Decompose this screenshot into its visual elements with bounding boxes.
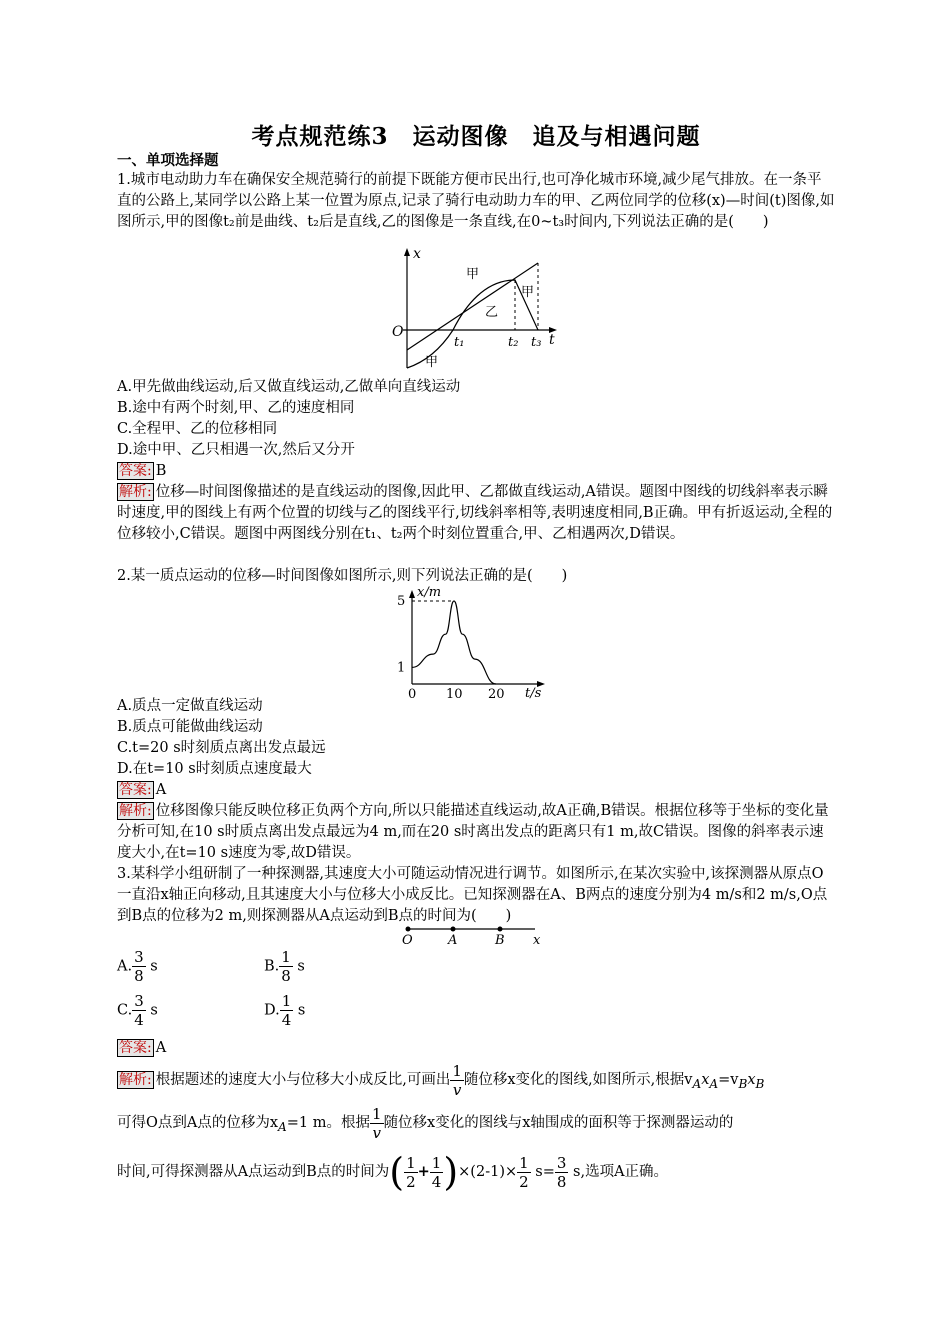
fraction-3-8 — [555, 1154, 569, 1191]
q1-jia-label-top: 甲 — [466, 267, 480, 282]
q3-option-a — [117, 948, 158, 985]
denominator: 4 — [281, 1011, 292, 1029]
q1-analysis — [117, 482, 835, 545]
q3-option-d — [264, 992, 305, 1029]
denominator: 8 — [134, 967, 144, 985]
q3-option-b-label: B. — [264, 958, 280, 975]
q2-analysis — [117, 801, 835, 864]
q3-axis-figure — [397, 923, 547, 947]
q1-jia-label-right: 甲 — [521, 285, 535, 300]
answer-tag: 答案: — [119, 782, 152, 798]
unit: s — [297, 1002, 306, 1019]
analysis-tag: 解析: — [119, 484, 152, 500]
q3-analysis-line1 — [117, 1060, 835, 1104]
plus-sign: + — [417, 1163, 430, 1180]
q3-analysis-text-2c: 随位移x变化的图线与x轴围成的面积等于探测器运动的 — [383, 1115, 734, 1131]
q2-option-b: B.质点可能做曲线运动 — [117, 719, 263, 735]
q3-point-b — [498, 927, 503, 932]
q3-analysis-text-3b: ×(2-1)× — [458, 1164, 518, 1180]
q3-answer-value: A — [155, 1040, 167, 1056]
answer-tag: 答案: — [119, 1040, 152, 1056]
q2-option-c: C.t=20 s时刻质点离出发点最远 — [117, 740, 326, 756]
answer-tag: 答案: — [119, 463, 152, 479]
q3-analysis-text-1e: x — [747, 1072, 756, 1088]
q1-jia-label-bottom: 甲 — [425, 355, 439, 370]
q1-option-a: A.甲先做曲线运动,后又做直线运动,乙做单向直线运动 — [117, 379, 461, 395]
q3-fraction-1-over-v-2 — [370, 1105, 384, 1142]
q2-option-a: A.质点一定做直线运动 — [117, 698, 263, 714]
q3-analysis-text-2b: =1 m。根据 — [286, 1115, 371, 1131]
q2-y-arrow — [409, 590, 415, 598]
q2-x-tick-20: 20 — [488, 687, 505, 700]
analysis-tag: 解析: — [119, 1072, 152, 1088]
q1-origin-label: O — [392, 324, 404, 340]
q3-label-x: x — [533, 933, 541, 947]
q1-t2-label: t₂ — [508, 335, 519, 350]
q1-answer — [117, 461, 835, 482]
sub-a: A — [709, 1076, 719, 1091]
q3-option-a-label: A. — [117, 958, 133, 975]
denominator: 4 — [134, 1011, 144, 1029]
q2-figure — [391, 584, 561, 700]
q1-t-label: t — [549, 332, 555, 348]
q1-figure — [385, 244, 565, 374]
q2-x-tick-10: 10 — [446, 687, 463, 700]
q2-stem: 2.某一质点运动的位移—时间图像如图所示,则下列说法正确的是( ) — [117, 568, 568, 584]
q2-analysis-text: 位移图像只能反映位移正负两个方向,所以只能描述直线运动,故A正确,B错误。根据位移等于坐标的变化量分析可知,在10 s时质点离出发点最远为4 m,而在20 s时离出发点的距离只有1 m,故C错误。图像的斜率表示速度大小,在t=10 s速度为零,故D错误。 — [117, 803, 829, 861]
denominator: v — [452, 1080, 462, 1099]
sub-a: A — [278, 1119, 287, 1134]
q3-analysis-line2 — [117, 1103, 835, 1147]
q1-option-b: B.途中有两个时刻,甲、乙的速度相同 — [117, 400, 355, 416]
q1-t3-label: t₃ — [531, 335, 542, 350]
q1-analysis-text: 位移—时间图像描述的是直线运动的图像,因此甲、乙都做直线运动,A错误。题图中图线的切线斜率表示瞬时速度,甲的图线上有两个位置的切线与乙的图线平行,切线斜率相等,表明速度相同,B正确。甲有折返运动,全程的位移较小,C错误。题图中两图线分别在t₁、t₂两个时刻位置重合,甲、乙相遇两次,D错误。 — [117, 484, 833, 542]
q3-analysis-text-1b: 随位移x变化的图线,如图所示,根据v — [463, 1072, 693, 1088]
q1-stem: 1.城市电动助力车在确保安全规范骑行的前提下既能方便市民出行,也可净化城市环境,减少尾气排放。在一条平直的公路上,某同学以公路上某一位置为原点,记录了骑行电动助力车的甲、乙两位同学的位移(x)—时间(t)图像,如图所示,甲的图像t₂前是曲线、t₂后是直线,乙的图像是一条直线,在0~t₃时间内,下列说法正确的是( ) — [117, 172, 835, 230]
numerator: 1 — [281, 948, 291, 966]
section-heading: 一、单项选择题 — [117, 152, 219, 169]
q3-analysis-line3 — [117, 1150, 835, 1194]
numerator: 3 — [134, 992, 144, 1010]
q2-answer-value: A — [155, 782, 167, 798]
q3-analysis-text-1a: 根据题述的速度大小与位移大小成反比,可画出 — [155, 1072, 451, 1088]
fraction-1-2 — [404, 1154, 418, 1191]
analysis-tag: 解析: — [119, 803, 152, 819]
fraction-1-2b — [517, 1154, 531, 1191]
sub-b: B — [738, 1076, 748, 1091]
q1-option-c: C.全程甲、乙的位移相同 — [117, 421, 278, 437]
left-paren: ( — [389, 1150, 405, 1194]
q1-option-d: D.途中甲、乙只相遇一次,然后又分开 — [117, 442, 355, 458]
q3-fraction-1-over-v — [450, 1062, 464, 1099]
q3-answer — [117, 1038, 835, 1059]
q3-analysis-text-3c: s= — [530, 1164, 555, 1180]
q2-x-label: t/s — [525, 686, 542, 700]
q3-option-a-fraction — [132, 948, 146, 985]
q3-analysis-text-3d: s,选项A正确。 — [568, 1164, 669, 1180]
numerator: 1 — [519, 1153, 529, 1172]
fraction-1-4 — [430, 1154, 444, 1191]
q3-option-b-fraction — [279, 948, 293, 985]
q3-option-b — [264, 948, 305, 985]
unit: s — [297, 958, 305, 975]
q3-analysis-text-2a: 可得O点到A点的位移为x — [117, 1115, 279, 1131]
q2-curve — [412, 601, 496, 684]
denominator: 4 — [431, 1172, 442, 1191]
right-paren: ) — [443, 1150, 459, 1194]
numerator: 1 — [372, 1104, 382, 1123]
q1-x-label: x — [413, 246, 421, 262]
numerator: 1 — [406, 1153, 416, 1172]
numerator: 1 — [431, 1153, 442, 1172]
q1-yi-label: 乙 — [485, 305, 499, 320]
q3-option-d-fraction — [280, 992, 294, 1029]
denominator: 2 — [519, 1172, 529, 1191]
q2-y-tick-5: 5 — [397, 594, 406, 609]
numerator: 3 — [134, 948, 144, 966]
q1-t1-label: t₁ — [454, 335, 465, 350]
q1-y-arrow — [404, 248, 410, 256]
numerator: 1 — [452, 1061, 462, 1080]
denominator: 8 — [556, 1172, 567, 1191]
unit: s — [150, 1002, 158, 1019]
q3-option-c-label: C. — [117, 1002, 133, 1019]
unit: s — [150, 958, 158, 975]
denominator: 8 — [281, 967, 291, 985]
numerator: 1 — [281, 992, 292, 1010]
sub-a: A — [692, 1076, 702, 1091]
q2-y-tick-1: 1 — [397, 660, 406, 676]
q3-label-a: A — [448, 933, 458, 947]
q3-option-c — [117, 992, 158, 1029]
numerator: 3 — [556, 1153, 567, 1172]
denominator: 2 — [406, 1172, 416, 1191]
q3-analysis-text-1d: =v — [718, 1072, 739, 1088]
q3-point-o — [406, 927, 411, 932]
q3-label-b: B — [495, 933, 505, 947]
q3-stem: 3.某科学小组研制了一种探测器,其速度大小可随运动情况进行调节。如图所示,在某次实验中,该探测器从原点O一直沿x轴正向移动,且其速度大小与位移大小成反比。已知探测器在A、B两点的速度分别为4 m/s和2 m/s,O点到B点的位移为2 m,则探测器从A点运动到B点的时间为( ) — [117, 866, 828, 924]
denominator: v — [372, 1123, 382, 1142]
q2-y-label: x/m — [417, 585, 442, 600]
q3-label-o: O — [402, 933, 413, 947]
q3-analysis-text-3a: 时间,可得探测器从A点运动到B点的时间为 — [117, 1164, 390, 1180]
sub-b: B — [755, 1076, 765, 1091]
q3-analysis-text-1c: x — [701, 1072, 710, 1088]
page-title: 考点规范练3 运动图像 追及与相遇问题 — [251, 123, 701, 150]
q1-answer-value: B — [155, 463, 167, 479]
q3-point-a — [451, 927, 456, 932]
q3-option-c-fraction — [132, 992, 146, 1029]
q3-option-d-label: D. — [264, 1002, 280, 1019]
q2-option-d: D.在t=10 s时刻质点速度最大 — [117, 761, 312, 777]
q2-x-tick-0: 0 — [408, 687, 417, 700]
q2-answer — [117, 780, 835, 801]
